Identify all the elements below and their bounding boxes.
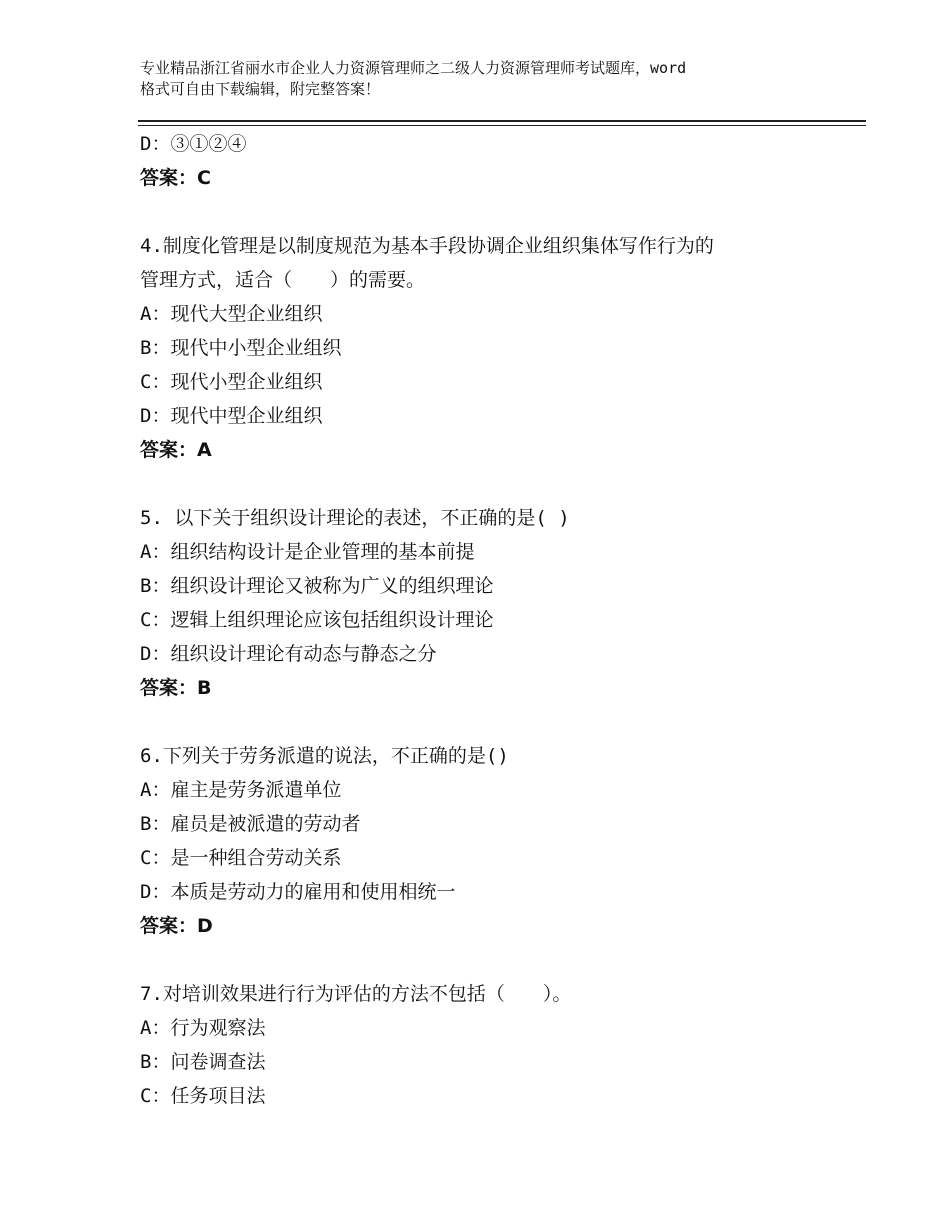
question-4 [140,229,860,467]
spacer [140,705,860,739]
q4-stem-line-2: 管理方式，适合（ ）的需要。 [140,269,426,291]
q4-option-c: C：现代小型企业组织 [140,371,323,393]
q7-stem: 7.对培训效果进行行为评估的方法不包括（ ）。 [140,983,572,1005]
spacer [140,195,860,229]
q6-answer: 答案：D [140,915,213,937]
document-header [140,58,840,100]
q3-option-d: D：③①②④ [140,133,247,155]
q4-option-b: B：现代中小型企业组织 [140,337,342,359]
q5-option-b: B：组织设计理论又被称为广义的组织理论 [140,575,494,597]
question-3-tail [140,127,860,195]
q6-option-a: A：雇主是劳务派遣单位 [140,779,342,801]
header-line-1: 专业精品浙江省丽水市企业人力资源管理师之二级人力资源管理师考试题库，word [140,59,687,77]
question-6 [140,739,860,943]
question-5 [140,501,860,705]
q5-answer: 答案：B [140,677,212,699]
q4-stem-line-1: 4.制度化管理是以制度规范为基本手段协调企业组织集体写作行为的 [140,235,714,257]
question-list [140,127,860,1113]
q4-answer: 答案：A [140,439,212,461]
q5-option-c: C：逻辑上组织理论应该包括组织设计理论 [140,609,494,631]
q5-option-a: A：组织结构设计是企业管理的基本前提 [140,541,475,563]
spacer [140,467,860,501]
q7-option-a: A：行为观察法 [140,1017,266,1039]
header-divider-thick [138,120,866,122]
q3-answer: 答案：C [140,167,211,189]
q5-option-d: D：组织设计理论有动态与静态之分 [140,643,437,665]
q4-option-d: D：现代中型企业组织 [140,405,323,427]
question-7 [140,977,860,1113]
q6-option-c: C：是一种组合劳动关系 [140,847,342,869]
q4-option-a: A：现代大型企业组织 [140,303,323,325]
q7-option-b: B：问卷调查法 [140,1051,266,1073]
spacer [140,943,860,977]
q6-stem: 6.下列关于劳务派遣的说法，不正确的是() [140,745,509,767]
q6-option-b: B：雇员是被派遣的劳动者 [140,813,361,835]
header-line-2: 格式可自由下载编辑，附完整答案！ [140,80,381,98]
q6-option-d: D：本质是劳动力的雇用和使用相统一 [140,881,456,903]
q7-option-c: C：任务项目法 [140,1085,266,1107]
q5-stem: 5. 以下关于组织设计理论的表述，不正确的是( ) [140,507,570,529]
header-divider-thin [138,125,866,126]
